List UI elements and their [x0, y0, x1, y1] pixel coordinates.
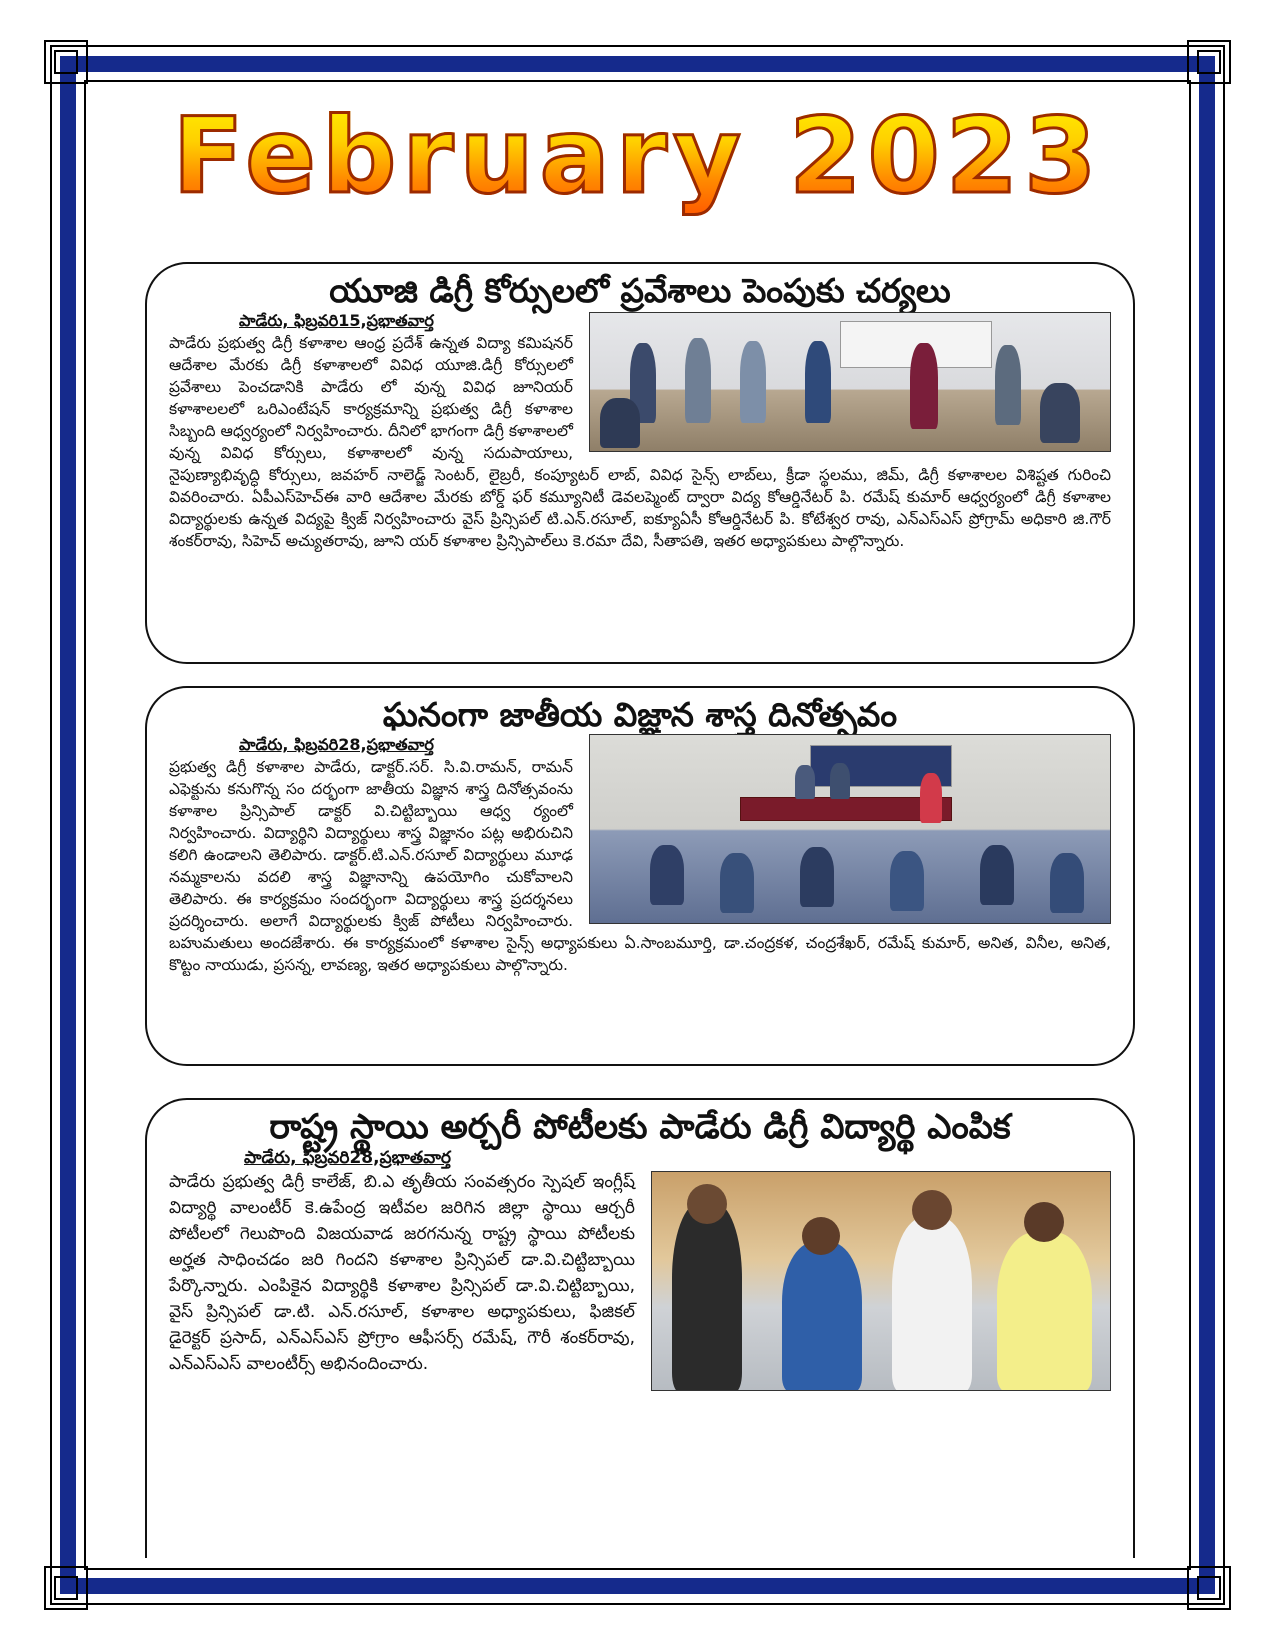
article-text: తెలిపారు. డాక్టర్.టి.ఎన్.రసూల్ విద్యార్థులు మూఢ నమ్మకాలను వదలి శాస్త్ర విజ్ఞానాన్ని ఉపయోగిం చుకోవాలని తెలిపారు. ఈ కార్యక్రమం సందర్భంగా విద్యార్థులు శాస్త్ర ప్రదర్శనలు ప్రదర్శించారు. అలాగే విద్యార్థులకు క్విజ్ పోటీలు నిర్వహించారు. బహుమతులు అందజేశారు. ఈ కార్యక్రమంలో కళాశాల సైన్స్ అధ్యాపకులు ఏ.సాంబమూర్తి, డా.చంద్రకళ, చంద్రశేఖర్, రమేష్ కుమార్, అనిత, వినీల, అనిత, కొట్టం నాయుడు, ప్రసన్న, లావణ్య, ఇతర అధ్యాపకులు పాల్గొన్నారు. [169, 845, 1111, 974]
article-body [147, 310, 1133, 552]
article-body [147, 734, 1133, 976]
border-corner-ornament [44, 40, 88, 84]
article-text-intro: పాడేరు ప్రభుత్వ డిగ్రీ కాలేజ్, బి.ఎ తృతీయ సంవత్సరం స్పెషల్ ఇంగ్లీష్ విద్యార్థి వాలంటీర్ కె.ఉపేంద్ర ఇటీవల జరిగిన జిల్లా స్థాయి ఆర్చరీ పోటీలలో గెలుపొంది విజయవాడ జరగనున్న రాష్ట్ర స్థాయి పోటీలకు అర్హత సాధించడం జరి గిందని కళాశాల ప్రిన్సిపల్ డా.వి.చిట్టిబ్బాయి [169, 1172, 635, 1271]
article-text-intro: ప్రభుత్వ డిగ్రీ కళాశాల పాడేరు, డాక్టర్.సర్. సి.వి.రామన్, రామన్ ఎఫెక్టును కనుగొన్న సం దర్భంగా జాతీయ విజ్ఞాన శాస్త్ర దినోత్సవంను కళాశాల ప్రిన్సిపాల్ డాక్టర్ వి.చిట్టిబ్బాయి ఆధ్వ ర్యంలో నిర్వహించారు. విద్యార్థిని విద్యార్థులు శాస్త్ర విజ్ఞానం పట్ల అభిరుచిని కలిగి ఉండాలని [169, 757, 573, 864]
article-text: పేర్కొన్నారు. ఎంపికైన విద్యార్థికి కళాశాల ప్రిన్సిపల్ డా.వి.చిట్టిబ్బాయి, వైస్ ప్రిన్సిపల్ డా.టి. ఎన్.రసూల్, కళాశాల అధ్యాపకులు, ఫిజికల్ డైరెక్టర్ ప్రసాద్, ఎన్ఎస్ఎస్ ప్రోగ్రాం ఆఫీసర్స్ రమేష్, గౌరీ శంకర్‌రావు, ఎన్ఎస్ఎస్ వాలంటీర్స్ అభినందించారు. [169, 1276, 635, 1375]
news-clipping [145, 262, 1135, 664]
article-headline: రాష్ట్ర స్థాయి అర్చరీ పోటీలకు పాడేరు డిగ్రీ విద్యార్థి ఎంపిక [269, 1107, 1011, 1147]
article-headline: ఘనంగా జాతీయ విజ్ఞాన శాస్త్ర దినోత్సవం [382, 695, 898, 734]
article-text-intro: పాడేరు ప్రభుత్వ డిగ్రీ కళాశాల ఆంధ్ర ప్రదేశ్ ఉన్నత విద్యా కమిషనర్ ఆదేశాల మేరకు డిగ్రీ కళాశాలలో వివిధ యూజి.డిగ్రీ కోర్సులలో ప్రవేశాలు పెంచడానికి పాడేరు లో వున్న వివిధ జూనియర్ కళాశాలలలో [169, 333, 573, 418]
article-photo [651, 1171, 1111, 1391]
article-body [147, 1147, 1133, 1377]
article-photo [589, 312, 1111, 452]
article-photo [589, 734, 1111, 924]
article-text: ఒరిఎంటేషన్ కార్యక్రమాన్ని ప్రభుత్వ డిగ్రీ కళాశాల సిబ్బంది ఆధ్వర్యంలో నిర్వహించారు. దీనిలో భాగంగా డిగ్రీ కళాశాలలో వున్న వివిధ కోర్సులు, కళాశాలలో వున్న సదుపాయాలు, నైపుణ్యాభివృద్ధి కోర్సులు, జవహర్ నాలెడ్జ్ సెంటర్, లైబ్రరీ, కంప్యూటర్ లాబ్, వివిధ సైన్స్ లాబ్‌లు, క్రీడా స్థలము, జిమ్, డిగ్రీ కళాశాలల విశిష్టత గురించి వివరించారు. ఏపీఎస్‌హెచ్ఈ వారి ఆదేశాల మేరకు బోర్డ్ ఫర్ కమ్యూనిటీ డెవలప్మెంట్ ద్వారా విద్య కోఆర్డినేటర్ పి. రమేష్ కుమార్ ఆధ్వర్యంలో డిగ్రీ కళాశాల విద్యార్థులకు ఉన్నత విద్యపై క్విజ్ నిర్వహించారు వైస్ ప్రిన్సిపల్ టి.ఎన్.రసూల్, ఐక్యూఏసీ కోఆర్డినేటర్ పి. కోటేశ్వర రావు, ఎన్ఎస్ఎస్ ప్రోగ్రామ్ అధికారి జి.గౌర్ శంకర్‌రావు, సిహెచ్ అచ్యుతరావు, జూని యర్ కళాశాల ప్రిన్సిపాల్‌లు కె.రమా దేవి, సీతాపతి, ఇతర అధ్యాపకులు పాల్గొన్నారు. [169, 399, 1111, 550]
border-corner-ornament [44, 1566, 88, 1610]
article-headline: యూజి డిగ్రీ కోర్సులలో ప్రవేశాలు పెంపుకు చర్యలు [329, 271, 951, 310]
article-dateline: పాడేరు, ఫిబ్రవరి28,ప్రభాతవార్త [244, 1148, 452, 1169]
news-clipping [145, 1098, 1135, 1558]
border-corner-ornament [1187, 40, 1231, 84]
article-dateline: పాడేరు, ఫిబ్రవరి28,ప్రభాతవార్త [239, 734, 434, 754]
news-clipping [145, 686, 1135, 1066]
article-dateline: పాడేరు, ఫిబ్రవరి15,ప్రభాతవార్త [239, 310, 434, 330]
border-corner-ornament [1187, 1566, 1231, 1610]
page-title: February 2023 [0, 96, 1275, 216]
